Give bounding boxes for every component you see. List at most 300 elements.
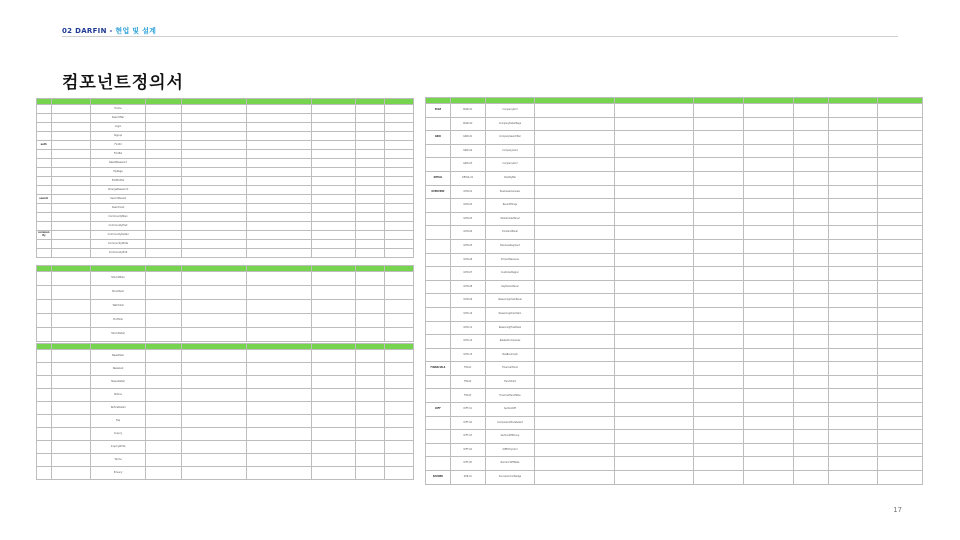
table-row (426, 239, 923, 253)
table-cell (312, 105, 356, 114)
table-cell: Signup (91, 132, 145, 141)
table-row (37, 467, 414, 480)
group-cell (426, 144, 451, 158)
table-cell (793, 348, 828, 362)
table-cell (312, 159, 356, 168)
table-cell (384, 114, 413, 123)
table-cell (535, 104, 615, 118)
table-cell (355, 186, 384, 195)
table-cell (828, 212, 878, 226)
table-cell: Inquiry (91, 428, 145, 441)
table-cell (145, 350, 181, 363)
table-cell (355, 328, 384, 342)
table-row (426, 430, 923, 444)
table-cell (182, 222, 247, 231)
table-cell (694, 144, 744, 158)
table-cell (828, 226, 878, 240)
group-cell (426, 457, 451, 471)
table-row (426, 212, 923, 226)
table-cell (828, 443, 878, 457)
table-cell: Faq (91, 415, 145, 428)
table-cell (247, 415, 312, 428)
table-cell (744, 362, 794, 376)
table-cell (145, 177, 181, 186)
table-cell (384, 204, 413, 213)
table-cell (355, 177, 384, 186)
table-cell (614, 307, 694, 321)
table-cell (182, 454, 247, 467)
table-row (37, 195, 414, 204)
table-cell (145, 222, 181, 231)
table-cell (247, 389, 312, 402)
table-cell (614, 239, 694, 253)
table-cell (182, 249, 247, 258)
table-cell (535, 199, 615, 213)
table-row (426, 403, 923, 417)
table-cell (312, 240, 356, 249)
table-cell: IdeaBookmark (485, 348, 535, 362)
table-cell (247, 350, 312, 363)
table-cell: FIN-03 (450, 389, 485, 403)
table-cell (145, 286, 181, 300)
group-cell (426, 294, 451, 308)
table-cell (247, 132, 312, 141)
table-cell (145, 389, 181, 402)
table-cell (793, 144, 828, 158)
table-cell (145, 114, 181, 123)
table-cell (247, 402, 312, 415)
group-cell (37, 441, 52, 454)
table-cell (535, 321, 615, 335)
group-cell (426, 321, 451, 335)
table-cell (182, 363, 247, 376)
table-row (37, 314, 414, 328)
table-cell (355, 350, 384, 363)
table-cell (535, 239, 615, 253)
table-cell (182, 105, 247, 114)
table-cell (145, 441, 181, 454)
table-cell (355, 272, 384, 286)
group-cell (37, 350, 52, 363)
table-cell (793, 430, 828, 444)
table-row (37, 428, 414, 441)
table-cell (384, 272, 413, 286)
table-cell (384, 213, 413, 222)
table-cell (145, 240, 181, 249)
table-cell: OVW-07 (450, 267, 485, 281)
table-cell (828, 430, 878, 444)
table-cell (878, 430, 923, 444)
table-row (37, 141, 414, 150)
table-cell (744, 171, 794, 185)
table-cell (384, 376, 413, 389)
table-cell (828, 253, 878, 267)
table-cell (535, 212, 615, 226)
table-cell (878, 131, 923, 145)
table-cell (355, 150, 384, 159)
table-cell (145, 272, 181, 286)
table-cell (535, 403, 615, 417)
table-cell (247, 195, 312, 204)
table-cell (312, 141, 356, 150)
group-cell (426, 267, 451, 281)
table-cell (182, 132, 247, 141)
table-cell (744, 471, 794, 485)
table-cell (744, 389, 794, 403)
table-cell (51, 467, 91, 480)
table-cell (384, 300, 413, 314)
table-cell: NoticeDetail (91, 402, 145, 415)
table-cell: CompanyDetailPage (485, 117, 535, 131)
table-cell (247, 159, 312, 168)
section-header (62, 26, 156, 36)
group-cell (37, 363, 52, 376)
table-cell: Notice (91, 389, 145, 402)
table-cell: FinancialTrend (485, 362, 535, 376)
table-cell (145, 204, 181, 213)
table-cell (694, 457, 744, 471)
table-cell (535, 171, 615, 185)
table-cell (182, 159, 247, 168)
table-cell (878, 185, 923, 199)
table-cell (744, 117, 794, 131)
table-cell (614, 171, 694, 185)
table-cell (312, 222, 356, 231)
table-cell (355, 376, 384, 389)
table-cell (694, 185, 744, 199)
table-cell (145, 123, 181, 132)
table-cell (51, 213, 91, 222)
table-cell (614, 416, 694, 430)
table-cell: CompanyGrid (485, 158, 535, 172)
table-cell (878, 117, 923, 131)
table-cell (694, 375, 744, 389)
table-row (37, 114, 414, 123)
table-row (37, 123, 414, 132)
table-cell (182, 350, 247, 363)
group-cell: SHARED (426, 471, 451, 485)
table-cell (694, 158, 744, 172)
table-cell (535, 144, 615, 158)
table-cell (51, 222, 91, 231)
table-cell (535, 117, 615, 131)
table-cell (355, 415, 384, 428)
table-cell (614, 362, 694, 376)
table-row (426, 158, 923, 172)
group-cell (37, 222, 52, 231)
table-cell (355, 249, 384, 258)
table-cell (182, 186, 247, 195)
table-cell: DIFF-05 (450, 457, 485, 471)
table-row (37, 204, 414, 213)
group-cell: DETAIL (426, 171, 451, 185)
header-prefix: 02 DARFIN - (62, 27, 116, 35)
table-cell (312, 441, 356, 454)
table-cell (793, 171, 828, 185)
table-cell (247, 300, 312, 314)
table-cell (535, 280, 615, 294)
table-cell (614, 267, 694, 281)
table-cell (793, 104, 828, 118)
table-cell: DIFF-03 (450, 430, 485, 444)
table-cell (793, 362, 828, 376)
group-cell: auth (37, 141, 52, 150)
table-cell (355, 123, 384, 132)
table-cell (828, 389, 878, 403)
table-cell (247, 114, 312, 123)
table-cell (355, 300, 384, 314)
table-cell (793, 416, 828, 430)
table-cell (182, 204, 247, 213)
table-cell (182, 467, 247, 480)
table-cell (535, 471, 615, 485)
table-cell (878, 375, 923, 389)
table-cell (384, 231, 413, 240)
table-cell (793, 375, 828, 389)
table-cell: SearchBar (91, 114, 145, 123)
table-cell (614, 158, 694, 172)
table-cell: TrendChart (485, 375, 535, 389)
table-cell (614, 471, 694, 485)
table-cell (694, 430, 744, 444)
group-cell (37, 186, 52, 195)
table-cell (744, 144, 794, 158)
table-cell (614, 389, 694, 403)
table-row (37, 272, 414, 286)
table-cell: FinancialTrendTable (485, 389, 535, 403)
table-cell: SectionDiff (485, 403, 535, 417)
table-cell (694, 199, 744, 213)
table-cell (247, 222, 312, 231)
table-row (37, 441, 414, 454)
table-cell (828, 199, 878, 213)
table-cell: GRID-03 (450, 158, 485, 172)
group-cell (37, 132, 52, 141)
table-cell (355, 114, 384, 123)
table-cell (247, 150, 312, 159)
table-cell (614, 457, 694, 471)
table-cell: Home (91, 105, 145, 114)
table-cell (878, 199, 923, 213)
group-cell: OVERVIEW (426, 185, 451, 199)
table-cell (312, 195, 356, 204)
table-cell (828, 104, 878, 118)
table-cell (384, 177, 413, 186)
table-cell (51, 328, 91, 342)
table-cell (247, 328, 312, 342)
table-cell (384, 454, 413, 467)
table-cell (355, 132, 384, 141)
table-cell (247, 376, 312, 389)
table-cell: SHR-01 (450, 471, 485, 485)
table-cell (694, 416, 744, 430)
table-cell: OVW-03 (450, 212, 485, 226)
table-cell (744, 239, 794, 253)
table-cell: GRID-01 (450, 131, 485, 145)
group-cell: search (37, 195, 52, 204)
table-cell (247, 286, 312, 300)
table-cell (145, 314, 181, 328)
table-cell: DividendPanel (485, 226, 535, 240)
table-cell (878, 239, 923, 253)
table-cell: Portfolio (91, 314, 145, 328)
table-cell (247, 467, 312, 480)
table-row (426, 131, 923, 145)
table-cell (145, 150, 181, 159)
table-cell (793, 267, 828, 281)
table-cell: OVW-12 (450, 335, 485, 349)
table-cell: RelatedCompanies (485, 335, 535, 349)
table-cell: DIFF-02 (450, 416, 485, 430)
table-cell: PAGE-01 (450, 104, 485, 118)
table-cell: OVW-01 (450, 185, 485, 199)
table-cell: StockDetail (91, 328, 145, 342)
group-cell (37, 467, 52, 480)
table-cell: SourceAnchorBadge (485, 471, 535, 485)
group-cell: PAGE (426, 104, 451, 118)
group-cell (37, 123, 52, 132)
table-cell (614, 185, 694, 199)
table-cell (793, 403, 828, 417)
group-cell (426, 416, 451, 430)
table-cell: CommunityDetail (91, 231, 145, 240)
group-cell (426, 430, 451, 444)
table-cell (694, 335, 744, 349)
table-cell (614, 335, 694, 349)
group-cell: community (37, 231, 52, 240)
table-cell (793, 335, 828, 349)
table-cell (828, 375, 878, 389)
table-cell (182, 272, 247, 286)
table-cell (878, 362, 923, 376)
table-cell (828, 294, 878, 308)
table-cell (614, 131, 694, 145)
table-cell (694, 212, 744, 226)
table-cell: NewsMain (91, 350, 145, 363)
table-cell (145, 376, 181, 389)
table-cell (535, 226, 615, 240)
table-cell (878, 294, 923, 308)
table-cell (694, 471, 744, 485)
table-cell (878, 471, 923, 485)
table-cell (793, 321, 828, 335)
table-cell: ReasoningChainItem (485, 307, 535, 321)
table-cell (182, 231, 247, 240)
table-cell (247, 168, 312, 177)
table-cell: FIN-01 (450, 362, 485, 376)
table-cell: NewsList (91, 363, 145, 376)
table-cell (182, 177, 247, 186)
table-cell (312, 467, 356, 480)
table-cell (535, 267, 615, 281)
table-cell (247, 186, 312, 195)
table-cell (51, 123, 91, 132)
table-cell (312, 249, 356, 258)
table-cell (384, 389, 413, 402)
table-row (426, 117, 923, 131)
table-row (426, 471, 923, 485)
table-cell (384, 168, 413, 177)
table-cell (312, 454, 356, 467)
table-cell (828, 362, 878, 376)
table-cell (535, 335, 615, 349)
table-cell (312, 389, 356, 402)
table-cell (878, 104, 923, 118)
table-cell (793, 307, 828, 321)
table-cell (878, 267, 923, 281)
table-cell (182, 402, 247, 415)
table-cell (614, 348, 694, 362)
table-cell (145, 454, 181, 467)
group-cell (426, 158, 451, 172)
table-cell (694, 348, 744, 362)
table-cell (744, 253, 794, 267)
table-cell (828, 171, 878, 185)
table-row (426, 348, 923, 362)
table-cell (182, 428, 247, 441)
table-cell (694, 117, 744, 131)
table-cell (744, 307, 794, 321)
group-cell (426, 212, 451, 226)
table-cell (828, 335, 878, 349)
table-cell (384, 328, 413, 342)
group-cell (426, 348, 451, 362)
table-cell (744, 185, 794, 199)
table-row (426, 443, 923, 457)
table-cell (182, 300, 247, 314)
table-cell (384, 314, 413, 328)
table-cell (384, 222, 413, 231)
group-cell (37, 240, 52, 249)
table-cell (793, 294, 828, 308)
group-cell (426, 375, 451, 389)
table-row (426, 226, 923, 240)
table-cell (694, 321, 744, 335)
table-cell: CommunityWrite (91, 240, 145, 249)
group-cell (37, 249, 52, 258)
page-number: 17 (893, 506, 902, 514)
table-cell (182, 240, 247, 249)
table-cell (182, 141, 247, 150)
table-cell: OVW-11 (450, 321, 485, 335)
table-cell: ResetPassword (91, 159, 145, 168)
table-cell (247, 105, 312, 114)
table-cell (744, 416, 794, 430)
table-cell (355, 141, 384, 150)
table-cell (793, 131, 828, 145)
table-row (37, 240, 414, 249)
component-table-right (425, 97, 923, 485)
table-cell (535, 294, 615, 308)
table-cell (828, 457, 878, 471)
table-cell (878, 389, 923, 403)
table-cell (312, 328, 356, 342)
table-cell: FindPw (91, 150, 145, 159)
table-row (37, 105, 414, 114)
table-cell (384, 105, 413, 114)
table-cell (51, 350, 91, 363)
table-cell (355, 428, 384, 441)
table-cell (312, 231, 356, 240)
table-cell (51, 441, 91, 454)
table-cell (535, 416, 615, 430)
group-cell (426, 239, 451, 253)
table-cell (182, 114, 247, 123)
table-cell (878, 403, 923, 417)
table-cell (51, 415, 91, 428)
header-accent: 현업 및 설계 (115, 27, 157, 35)
table-cell (535, 430, 615, 444)
